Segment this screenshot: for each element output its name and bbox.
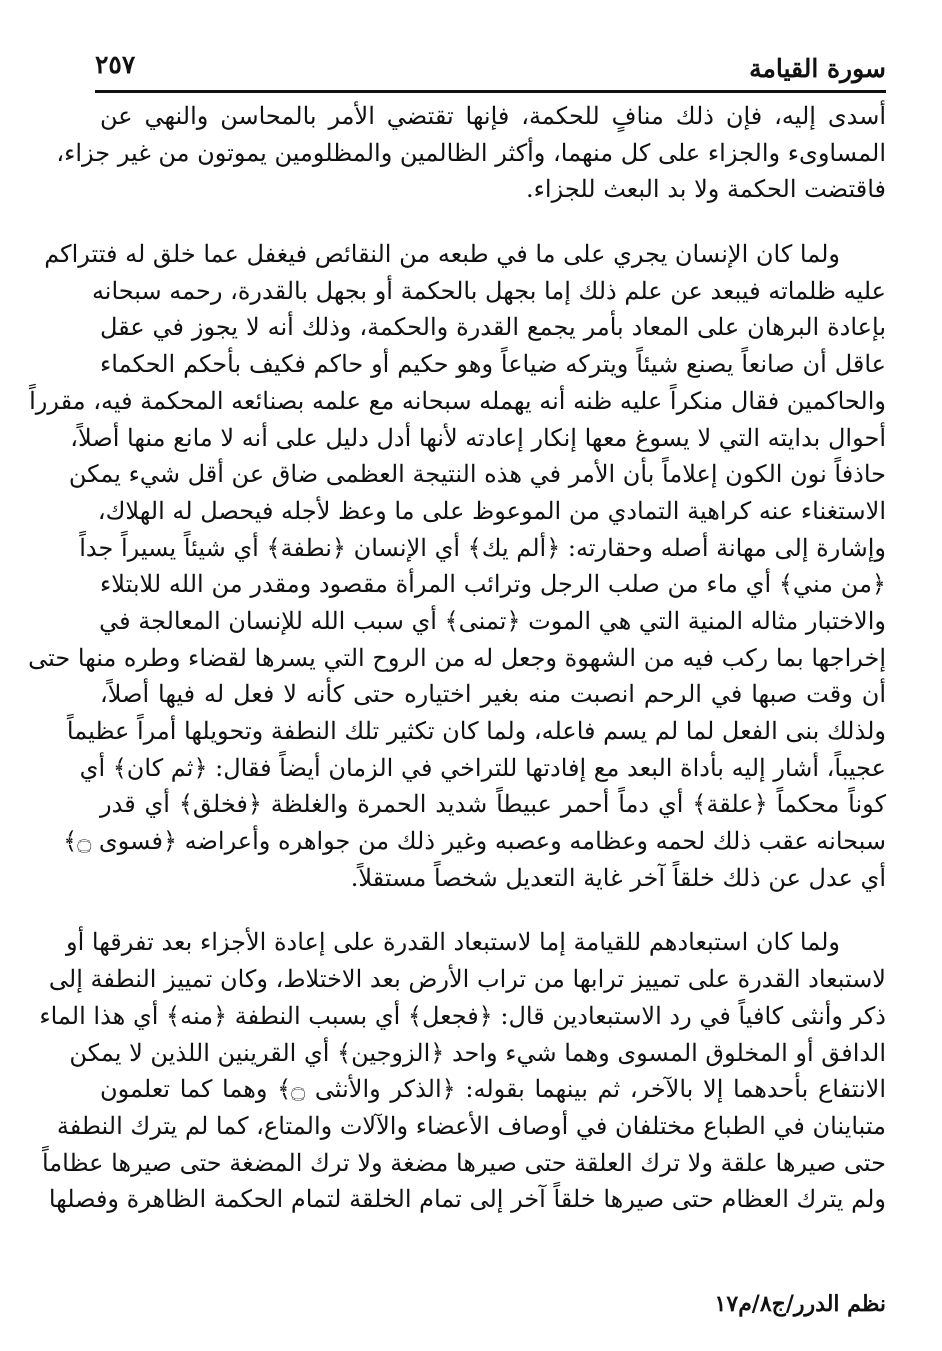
text-line: ولذلك بنى الفعل لما لم يسم فاعله، ولما كان تكثير تلك النطفة وتحويلها أمراً عظيماً — [66, 717, 886, 745]
text-line: الانتفاع بأحدهما إلا بالآخر، ثم بينهما بقوله: ﴿الذكر والأنثى ۝﴾ وهما كما تعلمون — [100, 1075, 886, 1104]
paragraph-gap — [100, 896, 886, 924]
text-line: ولما كان الإنسان يجري على ما في طبعه من النقائص فيغفل عما خلق له فتتراكم — [44, 240, 840, 269]
text-line: عجيباً، أشار إليه بأداة البعد مع إفادتها للتراخي في الزمان أيضاً فقال: ﴿ثم كان﴾ أي — [79, 753, 886, 782]
text-line: ذكر وأنثى كافياً في رد الاستبعادين قال: ﴿فجعل﴾ أي بسبب النطفة ﴿منه﴾ أي هذا الماء — [39, 1001, 886, 1030]
paragraph-3 — [39, 924, 886, 1218]
text-line: الدافق أو المخلوق المسوى وهما شيء واحد ﴿الزوجين﴾ أي القرينين اللذين لا يمكن — [69, 1038, 886, 1067]
text-line: أي عدل عن ذلك خلقاً آخر غاية التعديل شخصاً مستقلاً. — [350, 863, 886, 892]
text-line: عليه ظلماته فيبعد عن علم ذلك إما بجهل بالحكمة أو بجهل بالقدرة، رحمه سبحانه — [91, 276, 886, 305]
text-line: متباينان في الطباع مختلفان في أوصاف الأعضاء والآلات والمتاع، كما لم يترك النطفة — [56, 1111, 886, 1140]
text-line: حاذفاً نون الكون إعلاماً بأن الأمر في هذه النتيجة العظمى ضاق عن أقل شيء يمكن — [68, 460, 886, 489]
text-line: أسدى إليه، فإن ذلك منافٍ للحكمة، فإنها تقتضي الأمر بالمحاسن والنهي عن — [100, 102, 886, 130]
page-body — [28, 98, 886, 1218]
text-line: والاختبار مثاله المنية التي هي الموت ﴿تمنى﴾ أي سبب الله للإنسان المعالجة في — [99, 606, 886, 635]
text-line: أن وقت صبها في الرحم انصبت منه بغير اختياره حتى كأنه لا فعل له فيها أصلاً، — [100, 680, 886, 709]
page-header — [95, 40, 886, 93]
text-line: فاقتضت الحكمة ولا بد البعث للجزاء. — [526, 175, 886, 204]
text-line: ﴿من مني﴾ أي ماء من صلب الرجل وترائب المرأة مقصود ومقدر من الله للابتلاء — [100, 570, 886, 599]
text-line: المساوىء والجزاء على كل منهما، وأكثر الظالمين والمظلومين يموتون من غير جزاء، — [56, 138, 886, 167]
text-line: سبحانه عقب ذلك لحمه وعظامه وعصبه وغير ذلك من جواهره وأعراضه ﴿فسوى ۝﴾ — [63, 827, 886, 856]
text-line: والحاكمين فقال منكراً عليه ظنه أنه يهمله سبحانه مع علمه بصنائعه المحكمة فيه، مقرراً — [29, 386, 886, 415]
text-line: حتى صيرها علقة ولا ترك العلقة حتى صيرها مضغة ولا ترك المضغة حتى صيرها عظاماً — [41, 1148, 886, 1177]
text-line: وإشارة إلى مهانة أصله وحقارته: ﴿ألم يك﴾ أي الإنسان ﴿نطفة﴾ أي شيئاً يسيراً جداً — [79, 533, 886, 562]
text-line: أحوال بدايته التي لا يسوغ معها إنكار إعادته لأنها أدل دليل على أنه لا مانع منها أصلاً، — [70, 423, 886, 452]
surah-title: سورة القيامة — [749, 54, 886, 83]
text-line: ولم يترك العظام حتى صيرها خلقاً آخر إلى تمام الخلقة لتمام الحكمة الظاهرة وفصلها — [48, 1185, 886, 1214]
text-line: ولما كان استبعادهم للقيامة إما لاستبعاد القدرة على إعادة الأجزاء بعد تفرقها أو — [66, 928, 840, 957]
paragraph-2 — [28, 236, 886, 896]
page-number: ٢٥٧ — [95, 50, 136, 79]
text-line: عاقل أن صانعاً يصنع شيئاً ويتركه ضياعاً وهو حكيم أو حاكم فكيف بأحكم الحكماء — [100, 350, 886, 379]
paragraph-gap — [100, 208, 886, 236]
text-line: إخراجها بما ركب فيه من الشهوة وجعل له من الروح التي يسرها لقضاء وطره منها حتى — [28, 643, 886, 672]
text-line: لاستبعاد القدرة على تمييز ترابها من تراب الأرض بعد الاختلاط، وكان تمييز النطفة إلى — [48, 965, 886, 994]
paragraph-1 — [56, 98, 886, 208]
text-line: كوناً محكماً ﴿علقة﴾ أي دماً أحمر عبيطاً شديد الحمرة والغلظة ﴿فخلق﴾ أي قدر — [100, 790, 886, 819]
text-line: الاستغناء عنه كراهية التمادي من الموعوظ على ما وعظ لأجله فيحصل له الهلاك، — [97, 496, 886, 525]
text-line: بإعادة البرهان على المعاد بأمر يجمع القدرة والحكمة، وذلك أنه لا يجوز في عقل — [100, 313, 886, 342]
signature-mark: نظم الدرر/ج٨/م١٧ — [714, 1291, 886, 1317]
